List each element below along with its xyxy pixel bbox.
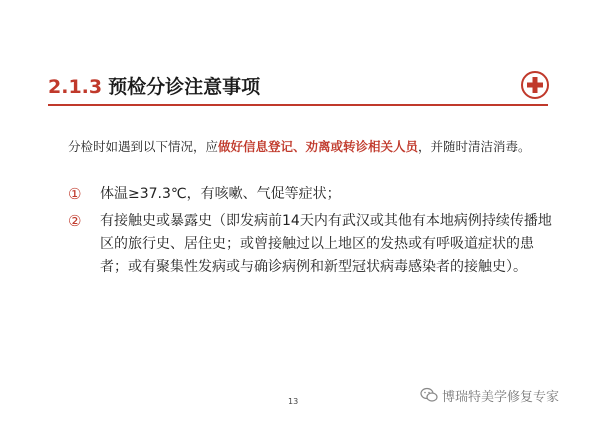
page-number: 13	[288, 397, 299, 406]
page-title	[48, 72, 260, 99]
title-label: 预检分诊注意事项	[108, 76, 261, 98]
intro-paragraph	[68, 137, 568, 155]
condition-list	[68, 183, 558, 279]
wechat-icon	[420, 387, 438, 403]
list-item-text: 体温≥37.3℃，有咳嗽、气促等症状；	[100, 186, 341, 202]
list-item-text: 有接触史或暴露史（即发病前14天内有武汉或其他有本地病例持续传播地区的旅行史、居住史；或曾接触过以上地区的发热或有呼吸道症状的患者；或有聚集性发病或与确诊病例和新型冠状病毒感染者的接触史）。	[100, 213, 552, 275]
intro-before: 分检时如遇到以下情况，应	[68, 139, 219, 154]
watermark-text: 博瑞特美学修复专家	[442, 389, 560, 405]
intro-after: ，并随时清洁消毒。	[418, 139, 531, 154]
red-cross-icon	[520, 70, 550, 100]
watermark	[420, 384, 559, 406]
title-bar	[48, 70, 548, 106]
list-item	[68, 183, 558, 206]
list-marker: ①	[68, 185, 82, 203]
list-marker: ②	[68, 212, 82, 230]
list-item	[68, 210, 558, 279]
section-number: 2.1.3	[48, 76, 103, 98]
intro-highlight: 做好信息登记、劝离或转诊相关人员	[218, 139, 419, 154]
